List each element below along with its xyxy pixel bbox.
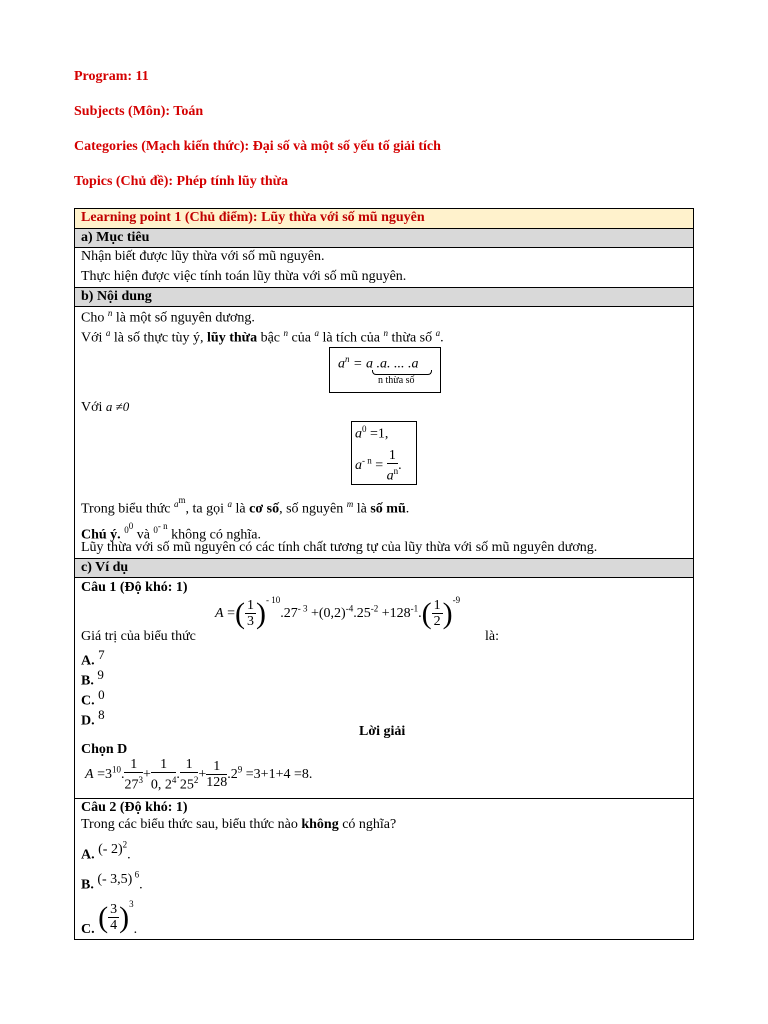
content-line-6: Lũy thừa với số mũ nguyên có các tính chất tương tự của lũy thừa với số mũ nguyên dương. (81, 540, 598, 555)
q1-option-a[interactable]: A. $^7$ (81, 647, 105, 669)
topics-line: Topics (Chủ đề): Phép tính lũy thừa (74, 174, 289, 189)
solution-heading: Lời giải (359, 724, 406, 739)
content-line-4: Trong biểu thức $^{a^m}$, ta gọi $^a$ là cơ số, số nguyên $^m$ là số mũ. (81, 495, 410, 517)
question-1-prompt-end: là: (485, 629, 499, 644)
program-line: Program: 11 (74, 69, 149, 84)
objective-1: Nhận biết được lũy thừa với số mũ nguyên. (81, 249, 325, 264)
question-1-expression: A =( $\frac{1}{3}$ )$^{- 10}.27^{- 3} +(0,2)^{-4}.25^{-2} +128^{-1}$.( $\frac{1}{2}$ )$^{-9}$ (215, 595, 461, 630)
content-line-2: Với $^a$ là số thực tùy ý, lũy thừa bậc $^n$ của $^a$ là tích của $^n$ thừa số $^a$. (81, 328, 444, 346)
objective-2: Thực hiện được việc tính toán lũy thừa với số mũ nguyên. (81, 269, 407, 284)
section-c-heading: c) Ví dụ (75, 558, 693, 578)
question-1-prompt: Giá trị của biểu thức (81, 629, 196, 644)
section-a-heading: a) Mục tiêu (75, 228, 693, 248)
q2-option-c[interactable]: C. ( $\frac{3}{4}$ )$^3$. (81, 899, 138, 937)
content-line-3: Với a ≠0 (81, 399, 130, 415)
section-b-heading: b) Nội dung (75, 287, 693, 307)
brace-label: n thừa số (378, 375, 415, 386)
q1-option-b[interactable]: B. $^9$ (81, 667, 104, 689)
q1-option-c[interactable]: C. $^0$ (81, 687, 105, 709)
zero-negative-exponent-formula: $a^0 =1$, $a^{- n}$ = $\frac{1}{a^n}$ . (351, 421, 417, 485)
question-2-title: Câu 2 (Độ khó: 1) (81, 800, 188, 815)
question-divider (75, 798, 693, 799)
question-1-title: Câu 1 (Độ khó: 1) (81, 580, 188, 595)
q1-option-d[interactable]: D. $^8$ (81, 707, 105, 729)
learning-point-title: Learning point 1 (Chủ điểm): Lũy thừa với số mũ nguyên (75, 209, 693, 229)
subjects-line: Subjects (Môn): Toán (74, 104, 204, 119)
power-definition-formula: $a^n = a$ .a. ... .a n thừa số (329, 347, 441, 393)
solution-expression: $A =3^{10}$. $\frac{1}{27^3}$ + $\frac{1}{0, 2^4}$ . $\frac{1}{25^2}$ + $\frac{1}{128}$ $.2^9 =3+1+4 =8$. (85, 757, 313, 793)
content-line-5: Chú ý. $^{0^0}$ và $^{0^{- n}}$ không có nghĩa. (81, 521, 261, 543)
learning-point-table (74, 208, 694, 940)
content-line-1: Cho $^n$ là một số nguyên dương. (81, 308, 255, 326)
q2-option-a[interactable]: A. (- 2)$^2$. (81, 839, 131, 863)
categories-line: Categories (Mạch kiến thức): Đại số và một số yếu tố giải tích (74, 139, 441, 154)
q2-option-b[interactable]: B. (- 3,5) $^6$. (81, 869, 143, 893)
question-2-prompt: Trong các biểu thức sau, biểu thức nào không có nghĩa? (81, 817, 397, 832)
answer-choice: Chọn D (81, 742, 128, 757)
